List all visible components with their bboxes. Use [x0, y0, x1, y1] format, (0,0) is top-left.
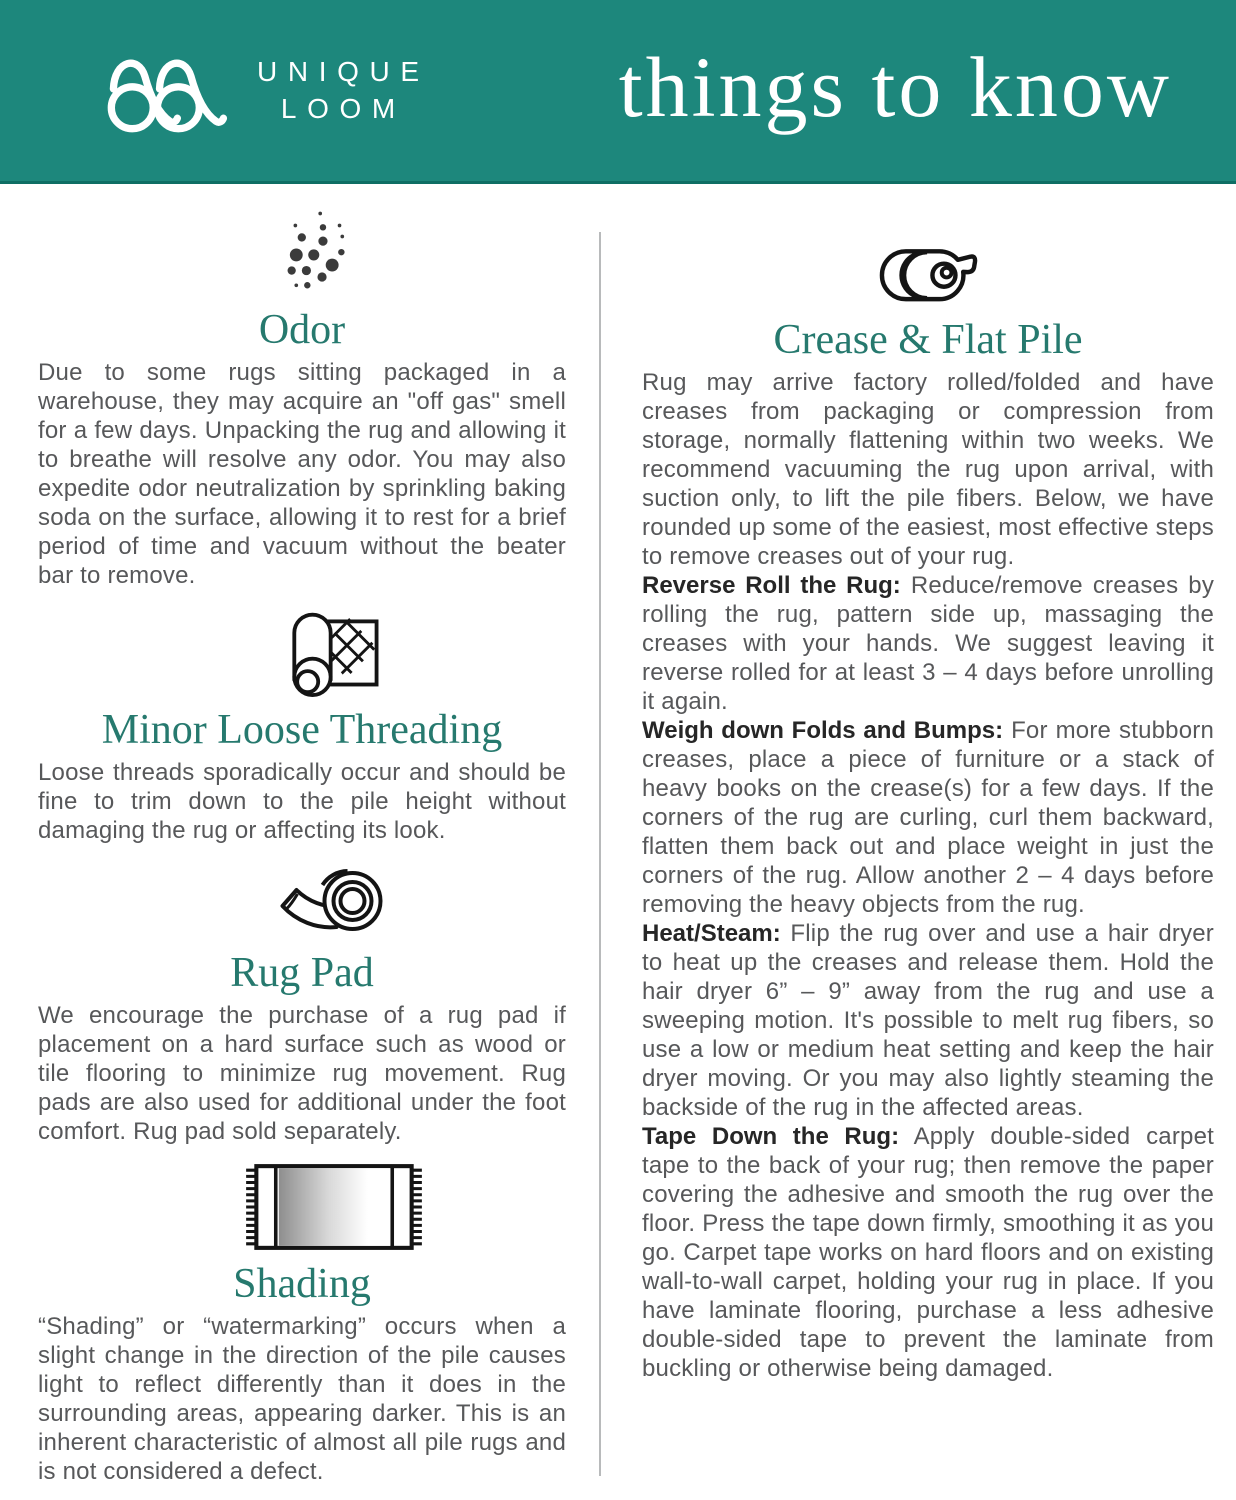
brand-line-2: LOOM: [280, 92, 406, 124]
section-loose-threading: [38, 604, 566, 845]
column-divider: [599, 232, 601, 1476]
heading-loose-threading: Minor Loose Threading: [101, 707, 503, 754]
section-odor: [38, 208, 566, 590]
rug-pad-body: We encourage the purchase of a rug pad if placement on a hard surface such as wood or tile flooring to minimize rug movement. Rug pads are also used for additional under the foot comfort. Rug pad sold separately.: [38, 1002, 566, 1146]
content: [0, 184, 1236, 1492]
brand-line-1: UNIQUE: [257, 55, 430, 87]
rug-pad-roll-icon: [70, 861, 598, 943]
tip-heat-steam: [642, 919, 1214, 1122]
section-rug-pad: [38, 861, 566, 1146]
tip-weigh-down: [642, 716, 1214, 919]
header: [0, 0, 1236, 184]
brand-name: [257, 54, 430, 128]
odor-body: Due to some rugs sitting packaged in a warehouse, they may acquire an "off gas" smell for a few days. Unpacking the rug and allowing it to breathe will resolve any odor. You may also expedite odor neutralization by sprinkling baking soda on the surface, allowing it to rest for a brief period of time and vacuum without the beater bar to remove.: [38, 359, 566, 590]
right-column: [642, 208, 1214, 1492]
fringed-rug-icon: [70, 1160, 598, 1254]
unrolling-rug-icon: [70, 604, 598, 700]
tip-label: Tape Down the Rug:: [642, 1123, 900, 1151]
shading-body: “Shading” or “watermarking” occurs when a slight change in the direction of the pile causes light to reflect differently than it does in the surrounding areas, appearing darker. This is an inherent characteristic of almost all pile rugs and is not considered a defect.: [38, 1313, 566, 1486]
left-column: [38, 208, 566, 1492]
tip-text: Apply double-sided carpet tape to the back of your rug; then remove the paper covering the adhesive and smooth the rug over the floor. Press the tape down firmly, smoothing it as you go. Carpet tape works on hard floors and on existing wall-to-wall carpet, holding your rug in place. If you have laminate flooring, purchase a less adhesive double-sided tape to prevent the laminate from buckling or otherwise being damaged.: [642, 1123, 1215, 1383]
crease-intro: Rug may arrive factory rolled/folded and have creases from packaging or compression from storage, normally flattening within two weeks. We recommend vacuuming the rug upon arrival, with suction only, to lift the pile fibers. Below, we have rounded up some of the easiest, most effective steps to remove creases out of your rug.: [642, 369, 1214, 571]
heading-rug-pad: Rug Pad: [230, 950, 374, 997]
tip-label: Weigh down Folds and Bumps:: [642, 717, 1004, 745]
rolled-rug-icon: [642, 246, 1214, 308]
heading-shading: Shading: [233, 1261, 371, 1308]
tip-text: For more stubborn creases, place a piece of furniture or a stack of heavy books on the crease(s) for a few days. If the corners of the rug are curling, curl them backward, flatten them back out and place weight in just the corners of the rug. Allow another 2 – 4 days before removing the heavy objects from the rug.: [642, 717, 1214, 919]
heading-odor: Odor: [258, 307, 346, 353]
loose-threading-body: Loose threads sporadically occur and should be fine to trim down to the pile height without damaging the rug or affecting its look.: [38, 759, 566, 845]
tip-tape-down: [642, 1122, 1214, 1383]
tip-reverse-roll: [642, 571, 1214, 716]
page-title: things to know: [618, 38, 1172, 135]
tip-text: Flip the rug over and use a hair dryer to heat up the creases and release them. Hold the hair dryer 6” – 9” away from the rug and use a sweeping motion. It's possible to melt rug fibers, so use a low or medium heat setting and keep the hair dryer moving. Or you may also lightly steaming the backside of the rug in the affected areas.: [642, 920, 1215, 1122]
odor-particles-icon: [70, 208, 598, 300]
tip-label: Heat/Steam:: [642, 920, 781, 948]
tip-text: Reduce/remove creases by rolling the rug, pattern side up, massaging the creases with your hands. We suggest leaving it reverse rolled for at least 3 – 4 days before unrolling it again.: [642, 572, 1215, 716]
tip-label: Reverse Roll the Rug:: [642, 572, 901, 600]
unique-loom-logo-icon: [97, 47, 243, 135]
section-shading: [38, 1160, 566, 1486]
heading-crease-flat-pile: Crease & Flat Pile: [773, 317, 1083, 363]
